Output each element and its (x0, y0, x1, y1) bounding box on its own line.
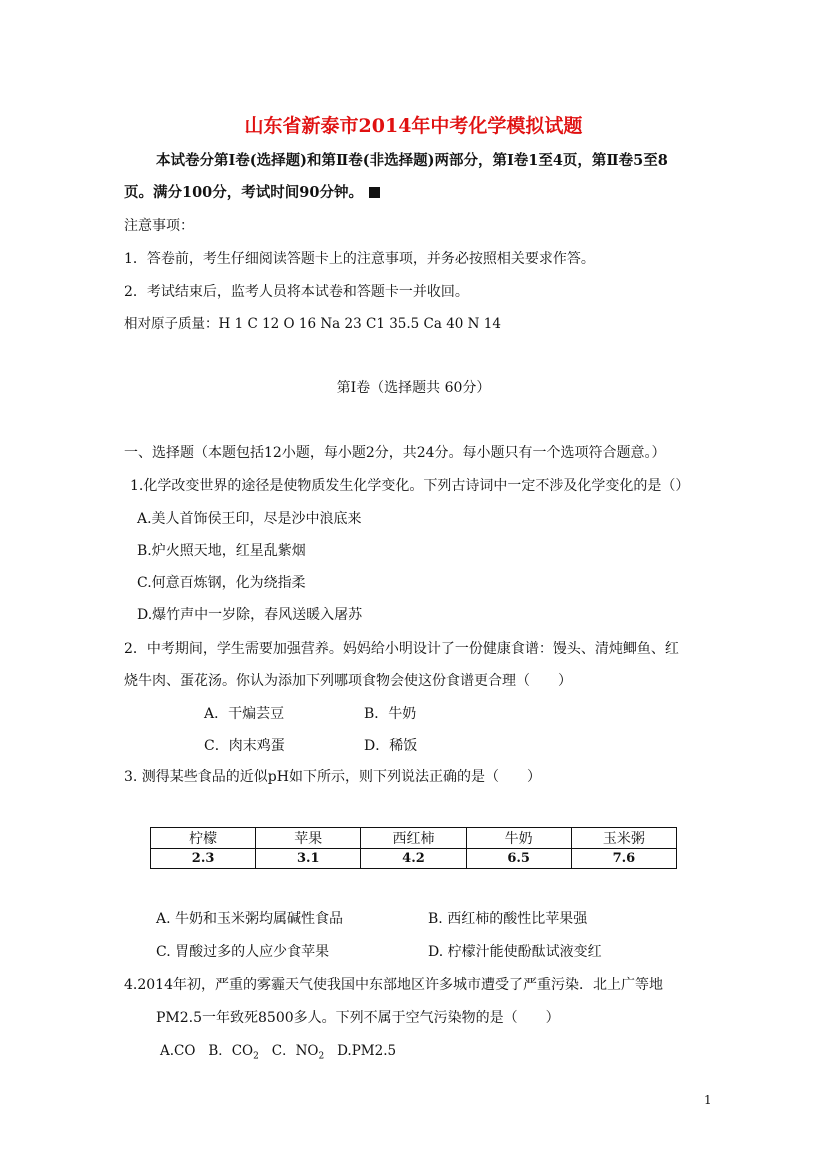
q3-stem: 3. 测得某些食品的近似pH如下所示，则下列说法正确的是（ ） (124, 769, 541, 785)
q4-options (160, 1042, 396, 1066)
ph-table (150, 827, 677, 869)
notes-heading: 注意事项： (124, 218, 194, 234)
q2-option-c: C．肉末鸡蛋 (204, 738, 285, 754)
ph-value-cell: 6.5 (466, 849, 571, 869)
ph-value-cell: 2.3 (151, 849, 256, 869)
q2-stem-line-1: 2．中考期间，学生需要加强营养。妈妈给小明设计了一份健康食谱：馒头、清炖鲫鱼、红 (124, 641, 679, 657)
notes-item-1: 1．答卷前，考生仔细阅读答题卡上的注意事项，并务必按照相关要求作答。 (124, 251, 595, 267)
q1-option-c: C.何意百炼钢，化为绕指柔 (137, 575, 306, 591)
q2-stem-line-2: 烧牛肉、蛋花汤。你认为添加下列哪项食物会使这份食谱更合理（ ） (124, 673, 572, 689)
q4-option-c-subscript: 2 (318, 1051, 325, 1062)
q4-option-b (208, 1043, 259, 1062)
ph-header-cell: 牛奶 (466, 828, 571, 849)
q4-option-b-text: B．CO (208, 1043, 254, 1059)
ph-header-cell: 柠檬 (151, 828, 256, 849)
black-square-icon (369, 187, 380, 198)
q1-stem: 1.化学改变世界的途径是使物质发生化学变化。下列古诗词中一定不涉及化学变化的是（） (130, 478, 690, 494)
ph-value-cell: 3.1 (256, 849, 361, 869)
q1-option-a: A.美人首饰侯王印，尽是沙中浪底来 (137, 511, 362, 527)
q3-option-a: A. 牛奶和玉米粥均属碱性食品 (156, 911, 344, 927)
q1-option-d: D.爆竹声中一岁除，春风送暖入屠苏 (137, 607, 363, 623)
q3-option-d: D. 柠檬汁能使酚酞试液变红 (428, 944, 602, 960)
ph-header-cell: 西红柿 (361, 828, 466, 849)
q4-stem-line-1: 4.2014年初，严重的雾霾天气使我国中东部地区许多城市遭受了严重污染．北上广等地 (124, 977, 663, 993)
q3-option-b: B. 西红柿的酸性比苹果强 (428, 911, 588, 927)
q3-option-c: C. 胃酸过多的人应少食苹果 (156, 944, 330, 960)
q4-option-c-text: C．NO (271, 1043, 319, 1059)
atomic-mass-line: 相对原子质量：H 1 C 12 O 16 Na 23 C1 35.5 Ca 40 N 14 (124, 316, 501, 332)
q4-stem-line-2: PM2.5一年致死8500多人。下列不属于空气污染物的是（ ） (156, 1010, 560, 1026)
q4-option-b-subscript: 2 (253, 1051, 259, 1062)
page-title: 山东省新泰市2014年中考化学模拟试题 (244, 115, 583, 137)
q2-option-d: D．稀饭 (364, 738, 418, 754)
ph-header-cell: 玉米粥 (571, 828, 676, 849)
ph-header-cell: 苹果 (256, 828, 361, 849)
intro-line-1: 本试卷分第Ⅰ卷(选择题)和第Ⅱ卷(非选择题)两部分，第Ⅰ卷1至4页，第Ⅱ卷5至8 (156, 152, 668, 169)
notes-item-2: 2．考试结束后，监考人员将本试卷和答题卡一并收回。 (124, 284, 469, 300)
page-number: 1 (704, 1093, 712, 1107)
intro-line-2-text: 页。满分100分，考试时间90分钟。 (124, 184, 363, 201)
part1-heading: 一、选择题（本题包括12小题，每小题2分，共24分。每小题只有一个选项符合题意。） (124, 445, 666, 461)
q2-option-a: A．干煸芸豆 (204, 706, 285, 722)
q1-option-b: B.炉火照天地，红星乱紫烟 (137, 543, 306, 559)
ph-table-value-row (151, 849, 677, 869)
section-title: 第Ⅰ卷（选择题共 60分） (336, 380, 491, 396)
ph-value-cell: 7.6 (571, 849, 676, 869)
q4-option-c (271, 1043, 325, 1062)
q4-option-d: D.PM2.5 (337, 1043, 397, 1059)
intro-line-2 (124, 184, 380, 202)
ph-value-cell: 4.2 (361, 849, 466, 869)
ph-table-header-row (151, 828, 677, 849)
q4-option-a: A.CO (160, 1043, 196, 1059)
q2-option-b: B．牛奶 (364, 706, 417, 722)
